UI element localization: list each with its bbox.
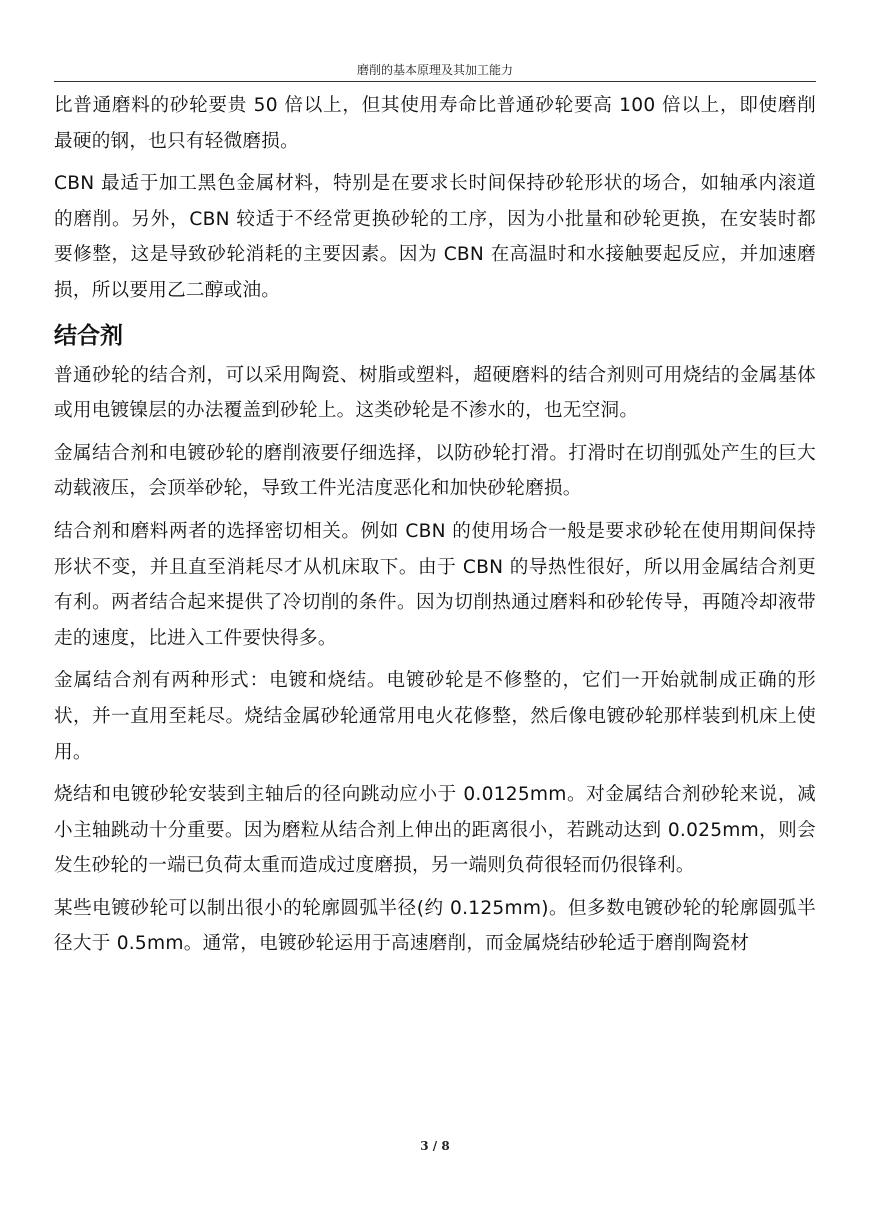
paragraph-cbn-usage: CBN 最适于加工黑色金属材料，特别是在要求长时间保持砂轮形状的场合，如轴承内滚道的磨削。另外，CBN 较适于不经常更换砂轮的工序，因为小批量和砂轮更换，在安装时都要修整，这是导致砂轮消耗的主要因素。因为 CBN 在高温时和水接触要起反应，并加速磨损，所以要用乙二醇或油。 [54, 173, 816, 301]
paragraph-profile-radius: 某些电镀砂轮可以制出很小的轮廓圆弧半径(约 0.125mm)。但多数电镀砂轮的轮廓圆弧半径大于 0.5mm。通常，电镀砂轮运用于高速磨削，而金属烧结砂轮适于磨削陶瓷材 [54, 897, 816, 955]
paragraph-radial-runout: 烧结和电镀砂轮安装到主轴后的径向跳动应小于 0.0125mm。对金属结合剂砂轮来说，减小主轴跳动十分重要。因为磨粒从结合剂上伸出的距离很小，若跳动达到 0.025mm，则会发生砂轮的一端已负荷太重而造成过度磨损，另一端则负荷很轻而仍很锋利。 [54, 784, 816, 877]
paragraph-metal-bond-forms: 金属结合剂有两种形式：电镀和烧结。电镀砂轮是不修整的，它们一开始就制成正确的形状，并一直用至耗尽。烧结金属砂轮通常用电火花修整，然后像电镀砂轮那样装到机床上使用。 [54, 670, 816, 763]
section-heading-bond: 结合剂 [54, 322, 123, 349]
paragraph-cost-lifetime: 比普通磨料的砂轮要贵 50 倍以上，但其使用寿命比普通砂轮要高 100 倍以上，即使磨削最硬的钢，也只有轻微磨损。 [54, 95, 816, 152]
page-number: 3 / 8 [420, 1139, 450, 1153]
page-content [54, 88, 816, 969]
header-divider [54, 81, 816, 82]
paragraph-bond-abrasive-selection: 结合剂和磨料两者的选择密切相关。例如 CBN 的使用场合一般是要求砂轮在使用期间保持形状不变，并且直至消耗尽才从机床取下。由于 CBN 的导热性很好，所以用金属结合剂更有利。两者结合起来提供了冷切削的条件。因为切削热通过磨料和砂轮传导，再随冷却液带走的速度，比进入工件要快得多。 [54, 520, 816, 649]
running-header: 磨削的基本原理及其加工能力 [356, 63, 513, 77]
paragraph-grinding-fluid: 金属结合剂和电镀砂轮的磨削液要仔细选择，以防砂轮打滑。打滑时在切削弧处产生的巨大动载液压，会顶举砂轮，导致工件光洁度恶化和加快砂轮磨损。 [54, 442, 816, 500]
paragraph-bond-types: 普通砂轮的结合剂，可以采用陶瓷、树脂或塑料，超硬磨料的结合剂则可用烧结的金属基体或用电镀镍层的办法覆盖到砂轮上。这类砂轮是不渗水的，也无空洞。 [54, 364, 816, 422]
